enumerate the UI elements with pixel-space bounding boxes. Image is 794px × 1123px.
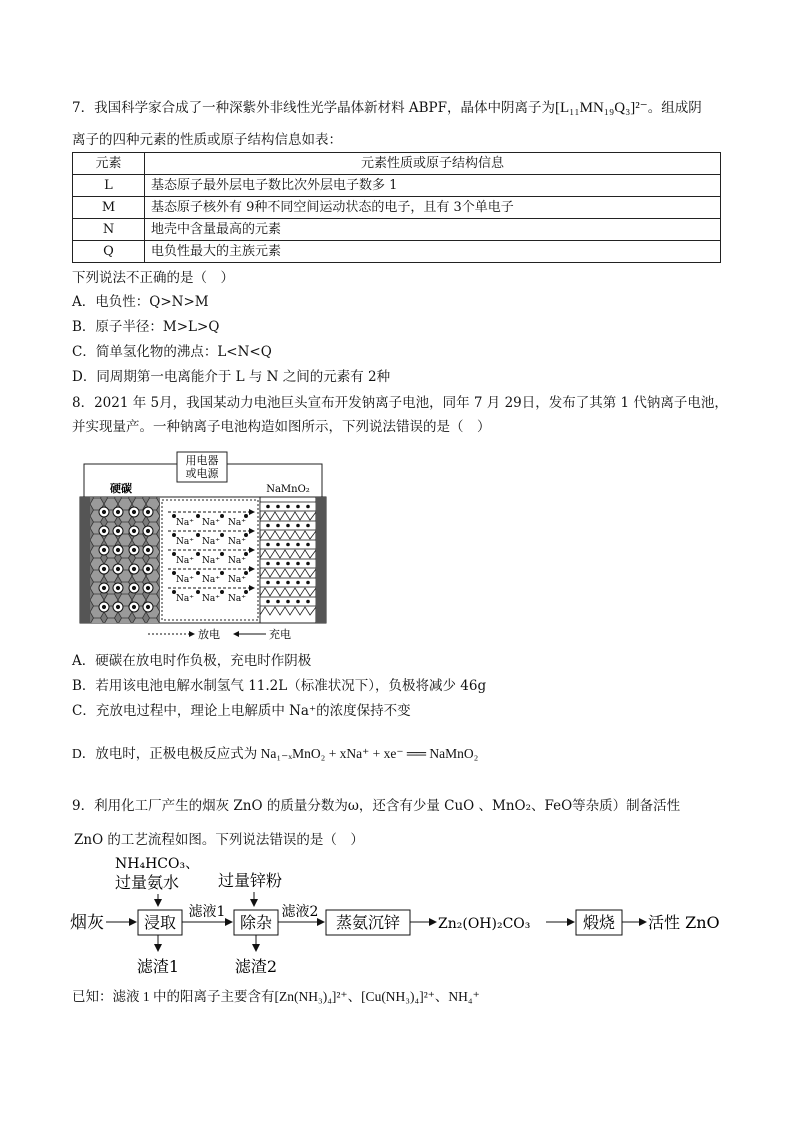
q7-stem-text: 7．我国科学家合成了一种深紫外非线性光学晶体新材料 ABPF，晶体中阴离子为: [72, 100, 555, 116]
reagent1-line2: 过量氨水: [115, 873, 180, 892]
device-label-1: 用电器: [185, 454, 219, 467]
table-row: [73, 241, 721, 263]
intermediate-label: Zn₂(OH)₂CO₃: [438, 916, 531, 932]
q8-stem-line1: 8．2021 年 5月，我国某动力电池巨头宣布开发钠离子电池，同年 7 月 29日，发布了其第 1 代钠离子电池，: [72, 395, 728, 411]
q8-option-b: B．若用该电池电解水制氢气 11.2L（标准状况下），负极将减少 46g: [72, 678, 487, 694]
filtrate1-label: 滤液1: [188, 904, 226, 920]
process-flow-diagram: [70, 848, 730, 983]
namno2-electrode: [260, 497, 316, 623]
q7-option-d: D．同周期第一电离能介于 L 与 N 之间的元素有 2种: [72, 369, 391, 385]
q7-stem-end: 。组成阴: [647, 100, 702, 116]
table-cell-info: 电负性最大的主族元素: [145, 241, 721, 263]
hard-carbon-label: 硬碳: [110, 482, 132, 495]
discharge-label: 放电: [198, 628, 220, 641]
table-row: [73, 197, 721, 219]
q8-option-d: D．放电时，正极电极反应式为 Na₁₋ₓMnO₂ + xNa⁺ + xe⁻ ══ NaMnO₂: [72, 746, 479, 761]
na-ion-label: Na⁺: [202, 518, 220, 528]
right-collector: [316, 497, 326, 623]
charge-label: 充电: [269, 628, 291, 641]
table-cell-symbol: Q: [73, 241, 145, 263]
battery-diagram: [76, 450, 336, 645]
na-ion-label: Na⁺: [176, 518, 194, 528]
table-cell-symbol: L: [73, 175, 145, 197]
left-collector: [80, 497, 90, 623]
step-purify: 除杂: [239, 913, 273, 932]
table-cell-info: 地壳中含量最高的元素: [145, 219, 721, 241]
q7-option-b: B．原子半径：M>L>Q: [72, 319, 220, 335]
table-cell-symbol: N: [73, 219, 145, 241]
element-info-table: [72, 152, 721, 263]
residue1-label: 滤渣1: [136, 957, 180, 976]
q9-stem-line1: 9．利用化工厂产生的烟灰 ZnO 的质量分数为ω，还含有少量 CuO 、MnO₂、FeO等杂质）制备活性: [72, 798, 681, 814]
step-calcine: 煅烧: [582, 913, 616, 932]
table-header-row: [73, 153, 721, 175]
na-ion-label: Na⁺: [228, 518, 246, 528]
q7-stem-line2: 离子的四种元素的性质或原子结构信息如表：: [72, 132, 342, 148]
q8-option-a: A．硬碳在放电时作负极，充电时作阴极: [72, 653, 312, 669]
reagent2-label: 过量锌粉: [218, 871, 283, 890]
step-deammoniate: 蒸氨沉锌: [335, 913, 401, 932]
filtrate2-label: 滤液2: [281, 904, 319, 920]
q7-anion-formula: [L₁₁MN₁₉Q₃]²⁻: [555, 100, 648, 116]
q8-stem-line2: 并实现量产。一种钠离子电池构造如图所示，下列说法错误的是（ ）: [72, 419, 491, 435]
q9-known-condition: 已知：滤液 1 中的阳离子主要含有[Zn(NH₃)₄]²⁺、[Cu(NH₃)₄]²⁺、NH₄⁺: [72, 989, 480, 1004]
product-label: 活性 ZnO: [648, 913, 720, 932]
start-material: 烟灰: [70, 913, 104, 933]
q7-option-a: A．电负性：Q>N>M: [72, 294, 209, 310]
reagent1-line1: NH₄HCO₃、: [115, 856, 200, 872]
residue2-label: 滤渣2: [234, 957, 278, 976]
q7-question: 下列说法不正确的是（ ）: [72, 270, 234, 286]
device-label-2: 或电源: [185, 467, 219, 480]
table-header-element: 元素: [73, 153, 145, 175]
table-row: [73, 175, 721, 197]
table-cell-info: 基态原子最外层电子数比次外层电子数多 1: [145, 175, 721, 197]
q9-stem-line2: ZnO 的工艺流程如图。下列说法错误的是（ ）: [74, 832, 364, 848]
q7-option-c: C．简单氢化物的沸点：L<N<Q: [72, 344, 272, 360]
namno2-label: NaMnO₂: [266, 484, 310, 495]
table-cell-info: 基态原子核外有 9种不同空间运动状态的电子，且有 3个单电子: [145, 197, 721, 219]
table-cell-symbol: M: [73, 197, 145, 219]
table-header-info: 元素性质或原子结构信息: [145, 153, 721, 175]
step-leaching: 浸取: [143, 913, 177, 932]
q7-stem-line1: [72, 99, 702, 117]
table-row: [73, 219, 721, 241]
q8-option-c: C．充放电过程中，理论上电解质中 Na⁺的浓度保持不变: [72, 703, 411, 719]
